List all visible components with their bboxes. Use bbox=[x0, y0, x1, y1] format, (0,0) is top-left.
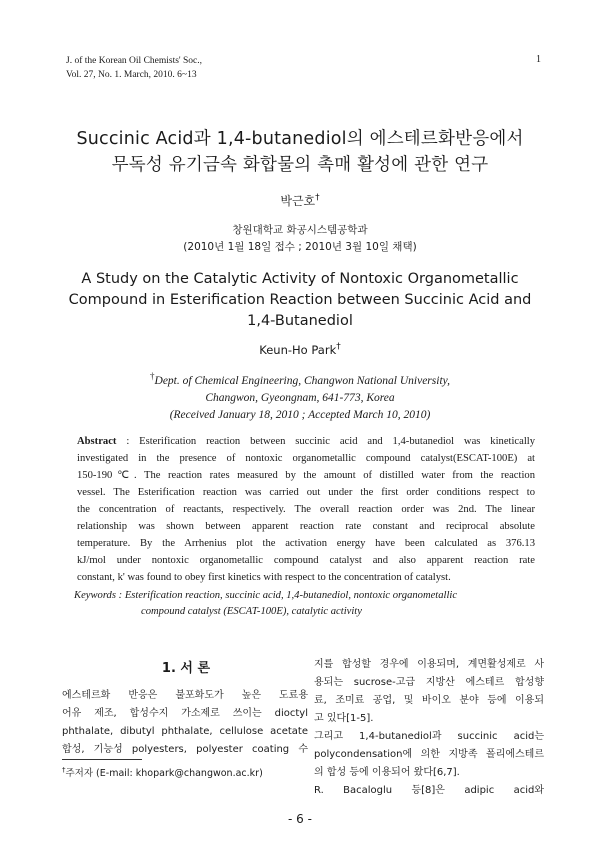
english-title-line-1: A Study on the Catalytic Activity of Nontoxic Organometallic bbox=[81, 271, 519, 287]
english-affiliation bbox=[0, 368, 600, 424]
korean-title bbox=[40, 126, 560, 178]
section-heading: 1. 서 론 bbox=[161, 661, 211, 676]
right-column bbox=[314, 656, 544, 800]
journal-name: J. of the Korean Oil Chemists' Soc., bbox=[66, 56, 203, 66]
korean-title-line-1: Succinic Acid과 1,4-butanediol의 에스테르화반응에서 bbox=[76, 129, 524, 149]
keywords bbox=[74, 588, 544, 620]
body-line: 에스테르화 반응은 불포화도가 높은 도료용 bbox=[62, 690, 308, 701]
english-author-name: Keun-Ho Park bbox=[259, 342, 337, 357]
korean-affiliation bbox=[0, 222, 600, 256]
footnote-text: 주저자 (E-mail: khopark@changwon.ac.kr) bbox=[65, 768, 263, 779]
left-column bbox=[62, 687, 308, 759]
body-line: 어유 제조, 합성수지 가소제로 쓰이는 dioctyl bbox=[62, 708, 308, 719]
abstract-line: kJ/mol under nontoxic organometallic compound catalyst and also apparent reaction rate bbox=[77, 555, 535, 566]
english-title-line-3: 1,4-Butanediol bbox=[247, 313, 353, 329]
body-line: polycondensation에 의한 지방족 폴리에스테르 bbox=[314, 749, 544, 760]
header-page-number: 1 bbox=[536, 54, 541, 65]
english-affil-mark: † bbox=[150, 371, 155, 381]
abstract-line: temperature. By the Arrhenius plot the activation energy have been calculated as 376.13 bbox=[77, 538, 535, 549]
korean-dates: (2010년 1월 18일 접수 ; 2010년 3월 10일 채택) bbox=[183, 241, 417, 253]
body-line: 지를 합성할 경우에 이용되며, 계면활성제로 사 bbox=[314, 659, 544, 670]
body-line: R. Bacaloglu 등[8]은 adipic acid와 bbox=[314, 785, 544, 796]
english-title bbox=[40, 269, 560, 332]
abstract-line: the concentration of reactants, respectively. The overall reaction order was 2nd. The linear bbox=[77, 504, 535, 515]
abstract bbox=[77, 433, 535, 586]
english-dates: (Received January 18, 2010 ; Accepted March 10, 2010) bbox=[169, 408, 431, 421]
abstract-line: constant, k' was found to obey first kinetics with respect to the concentration of catalyst. bbox=[77, 572, 451, 583]
english-affiliation-line-2: Changwon, Gyeongnam, 641-773, Korea bbox=[205, 391, 395, 404]
english-title-line-2: Compound in Esterification Reaction between Succinic Acid and bbox=[68, 292, 532, 308]
body-line: phthalate, dibutyl phthalate, cellulose acetate bbox=[62, 726, 308, 737]
abstract-line: Abstract : Esterification reaction between succinic acid and 1,4-butanediol was kinetically bbox=[77, 436, 535, 447]
korean-author bbox=[0, 192, 600, 209]
korean-affiliation-name: 창원대학교 화공시스템공학과 bbox=[232, 224, 368, 236]
keywords-line-2: compound catalyst (ESCAT-100E), catalytic activity bbox=[141, 606, 362, 617]
body-line: 료, 조미료 공업, 및 바이오 분야 등에 이용되 bbox=[314, 695, 544, 706]
english-author bbox=[0, 342, 600, 357]
abstract-label: Abstract bbox=[77, 436, 117, 447]
korean-title-line-2: 무독성 유기금속 화합물의 촉매 활성에 관한 연구 bbox=[111, 155, 489, 175]
english-affiliation-line-1: †Dept. of Chemical Engineering, Changwon National University, bbox=[150, 371, 450, 387]
abstract-line: relationship was shown between apparent reaction rate constant and reciprocal absolute bbox=[77, 521, 535, 532]
page-number: - 6 - bbox=[288, 812, 312, 826]
body-line: 그리고 1,4-butanediol과 succinic acid는 bbox=[314, 731, 544, 742]
keywords-line-1: Keywords : Esterification reaction, succinic acid, 1,4-butanediol, nontoxic organometallic bbox=[74, 590, 458, 601]
footnote-divider bbox=[62, 759, 142, 760]
footnote-mark: † bbox=[62, 765, 66, 774]
keywords-label: Keywords bbox=[74, 590, 116, 601]
journal-volume: Vol. 27, No. 1. March, 2010. 6~13 bbox=[66, 70, 197, 80]
body-line: 의 합성 등에 이용되어 왔다[6,7]. bbox=[314, 767, 460, 778]
korean-author-name: 박근호 bbox=[280, 194, 316, 208]
abstract-line: 150-190℃. The reaction rates measured by the amount of distilled water from the reaction bbox=[77, 470, 535, 481]
body-line: 고 있다[1-5]. bbox=[314, 713, 374, 724]
journal-header bbox=[66, 54, 202, 82]
abstract-line: investigated in the presence of nontoxic organometallic compound catalyst(ESCAT-100E) at bbox=[77, 453, 535, 464]
korean-author-mark: † bbox=[315, 193, 320, 203]
body-line: 합성, 기능성 polyesters, polyester coating 수 bbox=[62, 744, 308, 755]
footnote bbox=[62, 765, 263, 779]
abstract-line: vessel. The Esterification reaction was carried out under the first order conditions respect to bbox=[77, 487, 535, 498]
english-author-mark: † bbox=[336, 342, 341, 352]
body-line: 용되는 sucrose-고급 지방산 에스테르 합성향 bbox=[314, 677, 544, 688]
